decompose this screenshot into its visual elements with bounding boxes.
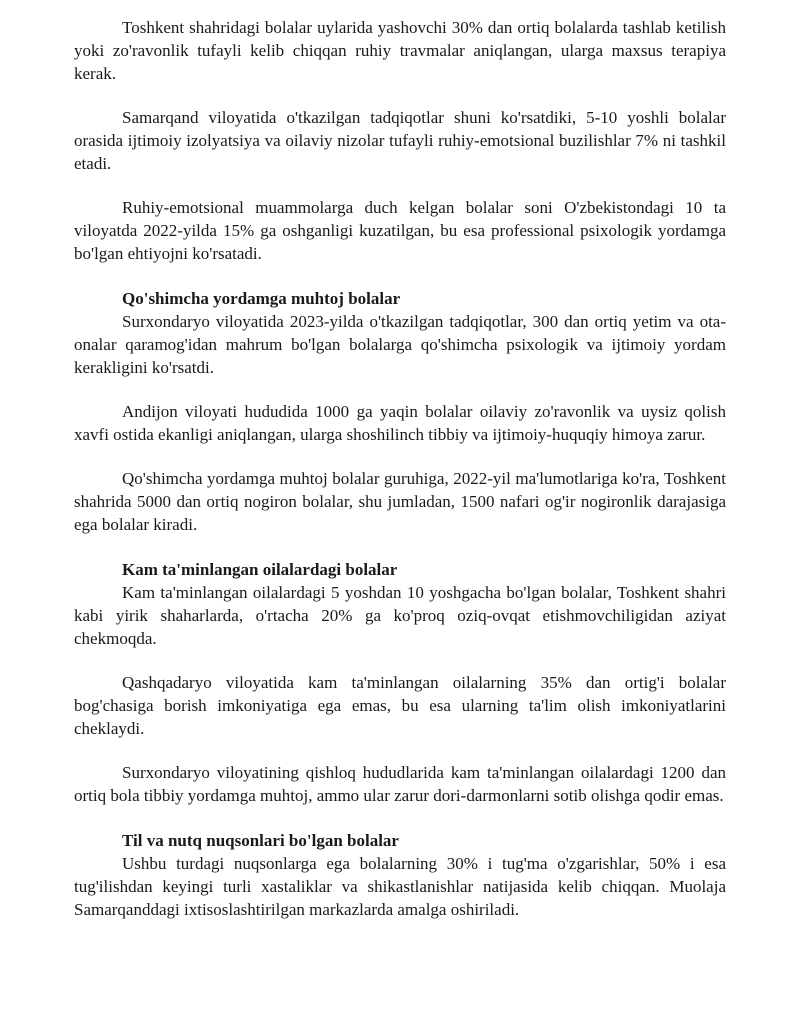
paragraph-disabled-children: Qo'shimcha yordamga muhtoj bolalar guruhiga, 2022-yil ma'lumotlariga ko'ra, Toshkent shahrida 5000 dan ortiq nogiron bolalar, shu jumladan, 1500 nafari og'ir nogironlik darajasiga ega bolalar kiradi. [74, 469, 726, 534]
paragraph-medical-help: Surxondaryo viloyatining qishloq hududlarida kam ta'minlangan oilalardagi 1200 dan ortiq bola tibbiy yordamga muhtoj, ammo ular zarur dori-darmonlarni sotib olishga qodir emas. [74, 763, 726, 805]
paragraph-emotional-problems: Ruhiy-emotsional muammolarga duch kelgan bolalar soni O'zbekistondagi 10 ta viloyatda 2022-yilda 15% ga oshganligi kuzatilgan, bu esa professional psixologik yordamga bo'lgan ehtiyojni ko'rsatadi. [74, 198, 726, 263]
paragraph-kindergarten-access: Qashqadaryo viloyatida kam ta'minlangan oilalarning 35% dan ortig'i bolalar bog'chasiga borish imkoniyatiga ega emas, bu esa ularning ta'lim olish imkoniyatlarini cheklaydi. [74, 673, 726, 738]
paragraph-speech-causes: Ushbu turdagi nuqsonlarga ega bolalarning 30% i tug'ma o'zgarishlar, 50% i esa tug'ilishdan keyingi turli xastaliklar va shikastlanishlar natijasida kelib chiqqan. Muolaja Samarqanddagi ixtisoslashtirilgan markazlarda amalga oshiriladi. [74, 854, 726, 919]
paragraph-toshkent-trauma: Toshkent shahridagi bolalar uylarida yashovchi 30% dan ortiq bolalarda tashlab ketilish yoki zo'ravonlik tufayli kelib chiqqan ruhiy travmalar aniqlangan, ularga maxsus terapiya kerak. [74, 18, 726, 83]
heading-speech-disorders: Til va nutq nuqsonlari bo'lgan bolalar [122, 831, 399, 850]
heading-additional-support: Qo'shimcha yordamga muhtoj bolalar [122, 289, 401, 308]
paragraph-andijon-violence: Andijon viloyati hududida 1000 ga yaqin bolalar oilaviy zo'ravonlik va uysiz qolish xavfi ostida ekanligi aniqlangan, ularga shoshilinch tibbiy va ijtimoiy-huquqiy himoya zarur. [74, 402, 726, 444]
heading-low-income-families: Kam ta'minlangan oilalardagi bolalar [122, 560, 398, 579]
paragraph-samarqand-research: Samarqand viloyatida o'tkazilgan tadqiqotlar shuni ko'rsatdiki, 5-10 yoshli bolalar orasida ijtimoiy izolyatsiya va oilaviy nizolar tufayli ruhiy-emotsional buzilishlar 7% ni tashkil etadi. [74, 108, 726, 173]
paragraph-surxondaryo-orphans: Surxondaryo viloyatida 2023-yilda o'tkazilgan tadqiqotlar, 300 dan ortiq yetim va ota-onalar qaramog'idan mahrum bo'lgan bolalarga qo'shimcha psixologik va ijtimoiy yordam kerakligini ko'rsatdi. [74, 312, 726, 377]
paragraph-food-shortage: Kam ta'minlangan oilalardagi 5 yoshdan 10 yoshgacha bo'lgan bolalar, Toshkent shahri kabi yirik shaharlarda, o'rtacha 20% ga ko'proq oziq-ovqat etishmovchiligidan aziyat chekmoqda. [74, 583, 726, 648]
